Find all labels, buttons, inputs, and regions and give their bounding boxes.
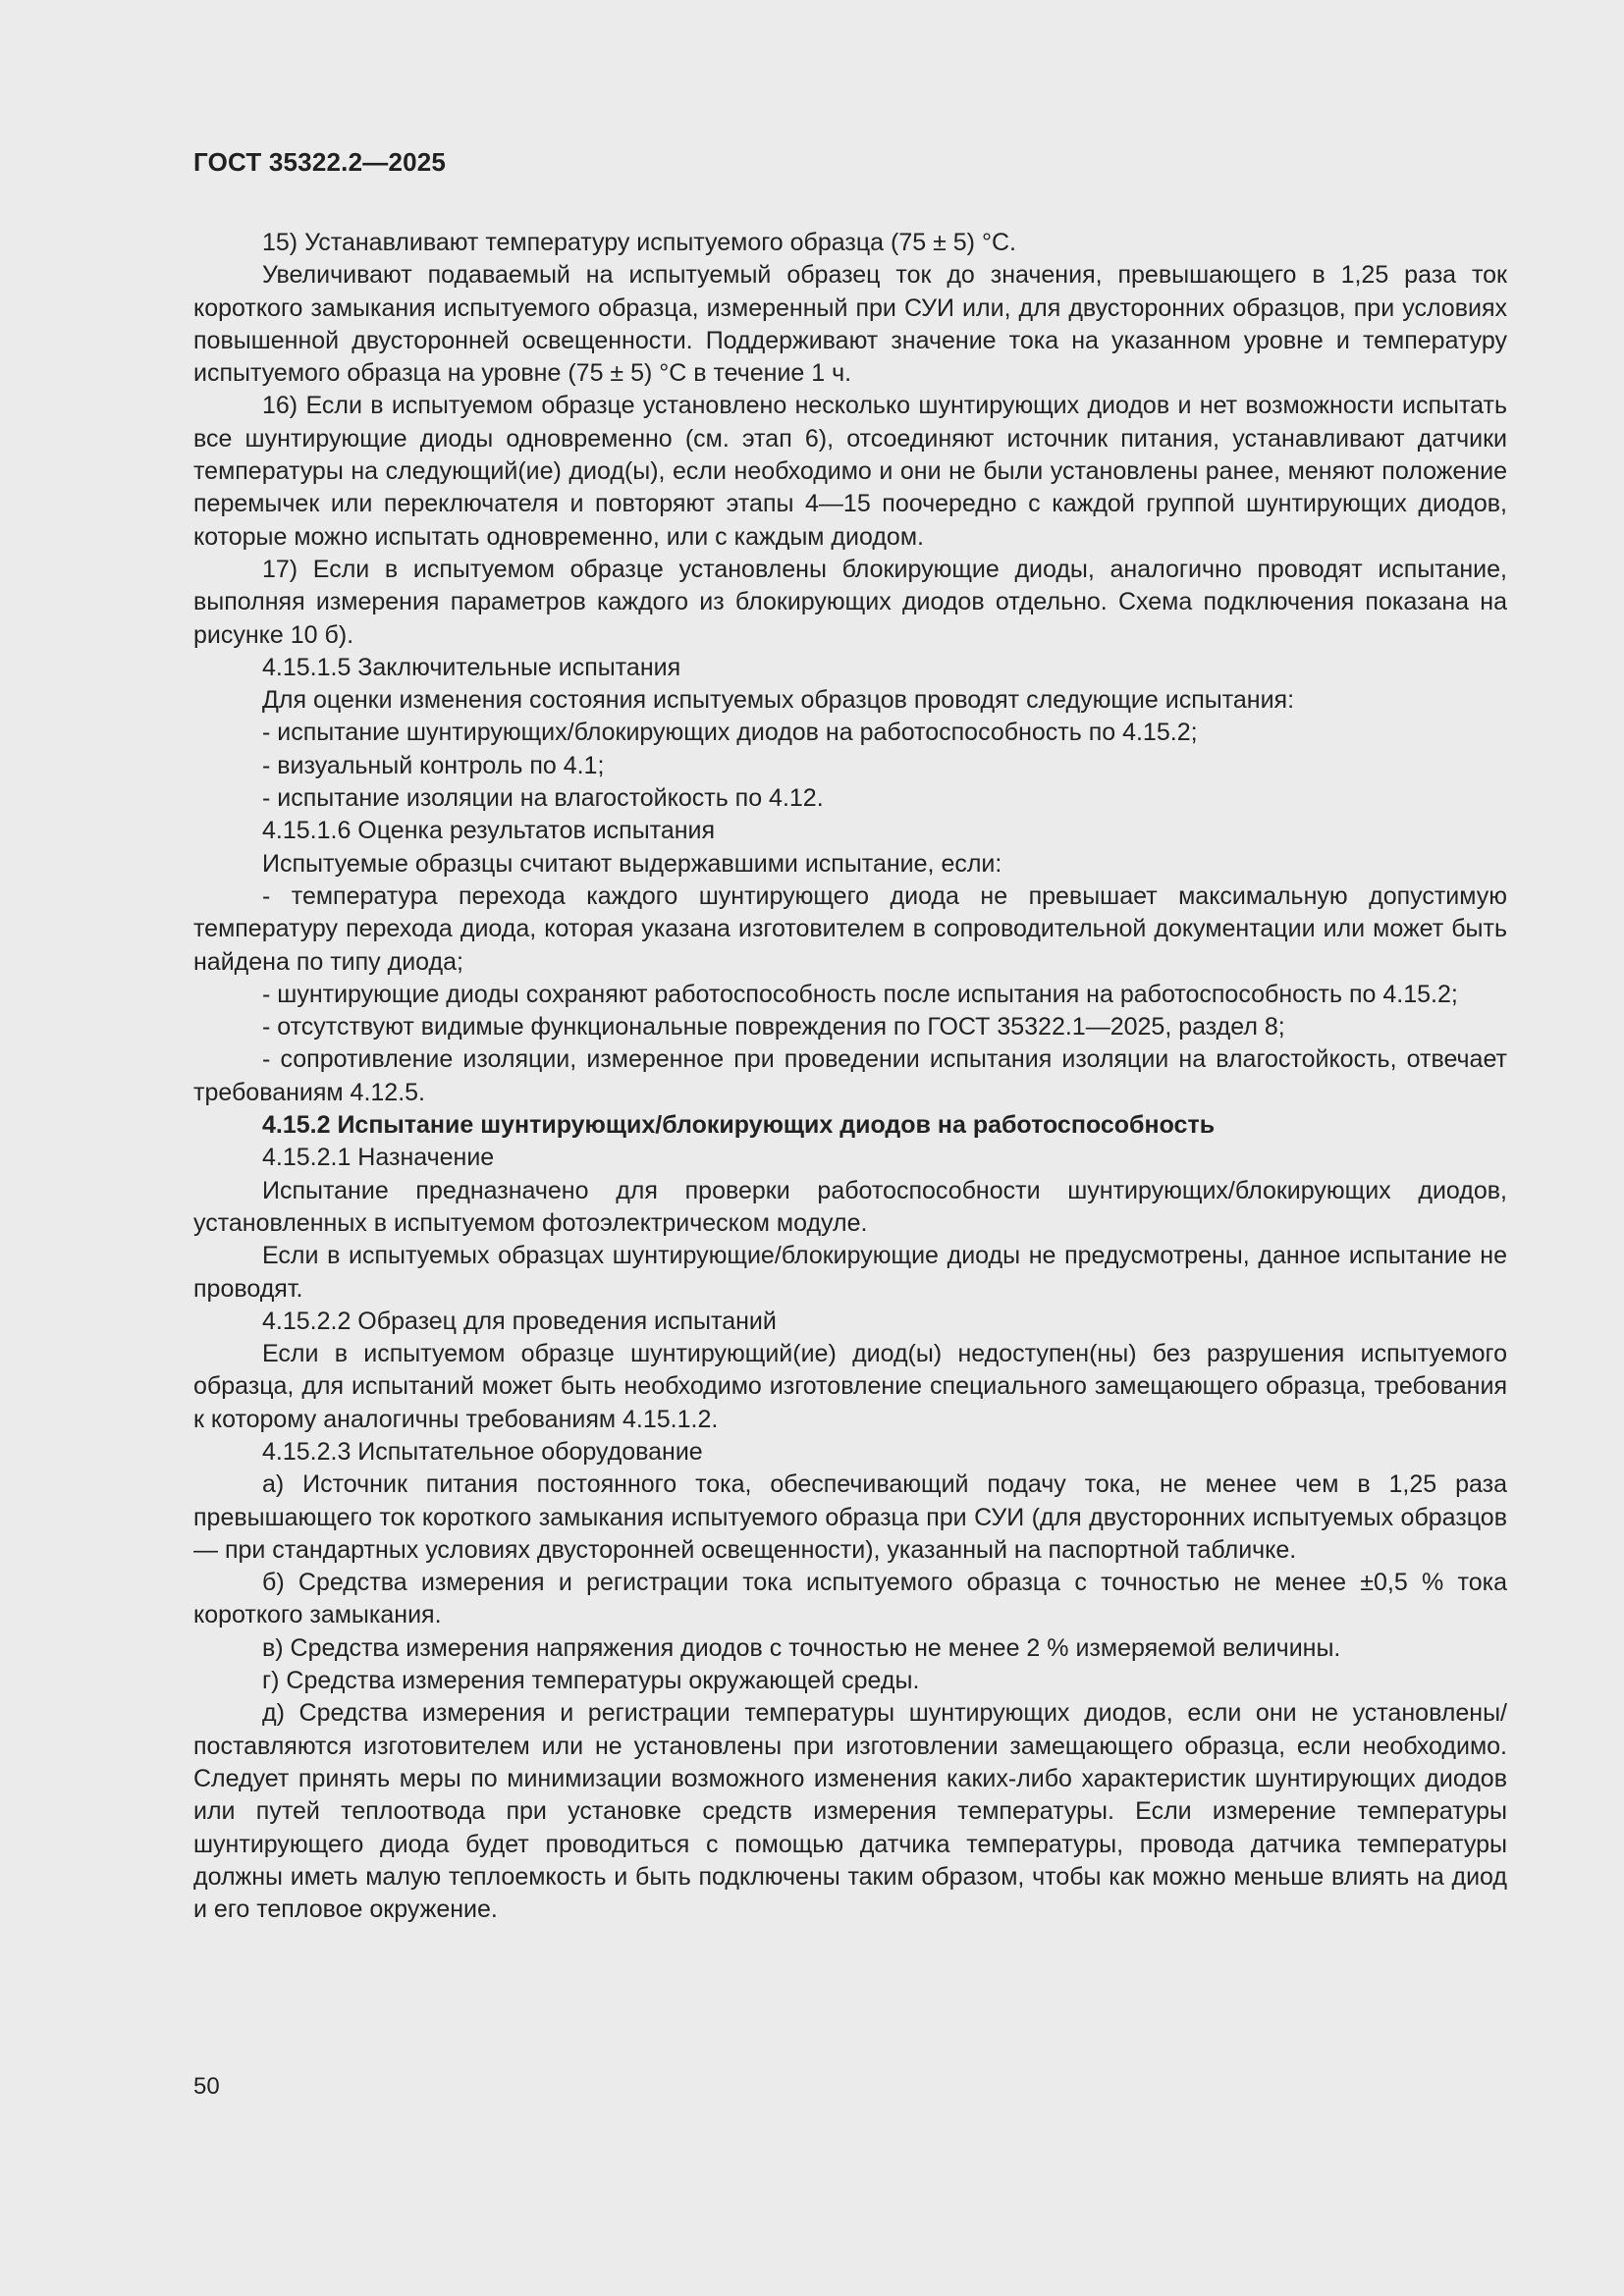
- purpose-paragraph: Испытание предназначено для проверки работоспособности шунтирующих/блокирующих диодов, установленных в испытуемом фотоэлектрическом модуле.: [193, 1176, 1507, 1237]
- section-heading-4-15-2-3: 4.15.2.3 Испытательное оборудование: [262, 1437, 703, 1466]
- not-applicable-paragraph: Если в испытуемых образцах шунтирующие/блокирующие диоды не предусмотрены, данное испытание не проводят.: [193, 1242, 1507, 1303]
- list-item: - испытание шунтирующих/блокирующих диодов на работоспособность по 4.15.2;: [262, 719, 1198, 747]
- page-number: 50: [193, 2073, 220, 2100]
- step-17-paragraph: 17) Если в испытуемом образце установлены блокирующие диоды, аналогично проводят испытание, выполняя измерения параметров каждого из блокирующих диодов отдельно. Схема подключения показана на рисунке 10 б).: [193, 555, 1507, 649]
- document-standard-id: ГОСТ 35322.2—2025: [193, 147, 447, 177]
- section-heading-4-15-2-2: 4.15.2.2 Образец для проведения испытаний: [262, 1307, 777, 1335]
- current-increase-paragraph: Увеличивают подаваемый на испытуемый образец ток до значения, превышающего в 1,25 раза ток короткого замыкания испытуемого образца, измеренный при СУИ или, для двусторонних образцов, при условиях повышенной двусторонней освещенности. Поддерживают значение тока на указанном уровне и температуру испытуемого образца на уровне (75 ± 5) °С в течение 1 ч.: [193, 261, 1507, 388]
- list-item: - визуальный контроль по 4.1;: [262, 751, 605, 779]
- page-body: [193, 227, 1507, 1926]
- section-heading-4-15-2: 4.15.2 Испытание шунтирующих/блокирующих диодов на работоспособность: [262, 1111, 1216, 1140]
- section-heading-4-15-2-1: 4.15.2.1 Назначение: [262, 1144, 495, 1172]
- list-item: - температура перехода каждого шунтирующего диода не превышает максимальную допустимую температуру перехода диода, которая указана изготовителем в сопроводительной документации или может быть найдена по типу диода;: [193, 881, 1507, 976]
- equipment-item-d: д) Средства измерения и регистрации температуры шунтирующих диодов, если они не установлены/поставляются изготовителем или не установлены при изготовлении замещающего образца, если необходимо. Следует принять меры по минимизации возможного изменения каких-либо характеристик шунтирующих диодов или путей теплоотвода при установке средств измерения температуры. Если измерение температуры шунтирующего диода будет проводиться с помощью датчика температуры, провода датчика температуры должны иметь малую теплоемкость и быть подключены таким образом, чтобы как можно меньше влиять на диод и его тепловое окружение.: [193, 1699, 1507, 1924]
- specimen-paragraph: Если в испытуемом образце шунтирующий(ие) диод(ы) недоступен(ны) без разрушения испытуемого образца, для испытаний может быть необходимо изготовление специального замещающего образца, требования к которому аналогичны требованиям 4.15.1.2.: [193, 1340, 1507, 1433]
- pass-criteria-intro: Испытуемые образцы считают выдержавшими испытание, если:: [262, 849, 1002, 878]
- step-16-paragraph: 16) Если в испытуемом образце установлено несколько шунтирующих диодов и нет возможности испытать все шунтирующие диоды одновременно (см. этап 6), отсоединяют источник питания, устанавливают датчики температуры на следующий(ие) диод(ы), если необходимо и они не были установлены ранее, меняют положение перемычек или переключателя и повторяют этапы 4—15 поочередно с каждой группой шунтирующих диодов, которые можно испытать одновременно, или с каждым диодом.: [193, 392, 1507, 551]
- section-heading-4-15-1-5: 4.15.1.5 Заключительные испытания: [262, 653, 681, 681]
- list-item: - сопротивление изоляции, измеренное при проведении испытания изоляции на влагостойкость, отвечает требованиям 4.12.5.: [193, 1045, 1507, 1106]
- equipment-item-v: в) Средства измерения напряжения диодов с точностью не менее 2 % измеряемой величины.: [262, 1633, 1341, 1662]
- equipment-item-g: г) Средства измерения температуры окружающей среды.: [262, 1667, 920, 1695]
- section-heading-4-15-1-6: 4.15.1.6 Оценка результатов испытания: [262, 817, 716, 845]
- list-item: - шунтирующие диоды сохраняют работоспособность после испытания на работоспособность по 4.15.2;: [262, 980, 1458, 1008]
- equipment-item-b: б) Средства измерения и регистрации тока испытуемого образца с точностью не менее ±0,5 % тока короткого замыкания.: [193, 1569, 1507, 1629]
- list-item: - отсутствуют видимые функциональные повреждения по ГОСТ 35322.1—2025, раздел 8;: [262, 1013, 1285, 1041]
- step-15-paragraph: 15) Устанавливают температуру испытуемого образца (75 ± 5) °С.: [262, 229, 1016, 256]
- equipment-item-a: а) Источник питания постоянного тока, обеспечивающий подачу тока, не менее чем в 1,25 раза превышающего ток короткого замыкания испытуемого образца при СУИ (для двусторонних испытуемых образцов — при стандартных условиях двусторонней освещенности), указанный на паспортной табличке.: [193, 1470, 1507, 1564]
- list-item: - испытание изоляции на влагостойкость по 4.12.: [262, 784, 824, 813]
- final-tests-intro: Для оценки изменения состояния испытуемых образцов проводят следующие испытания:: [262, 686, 1295, 715]
